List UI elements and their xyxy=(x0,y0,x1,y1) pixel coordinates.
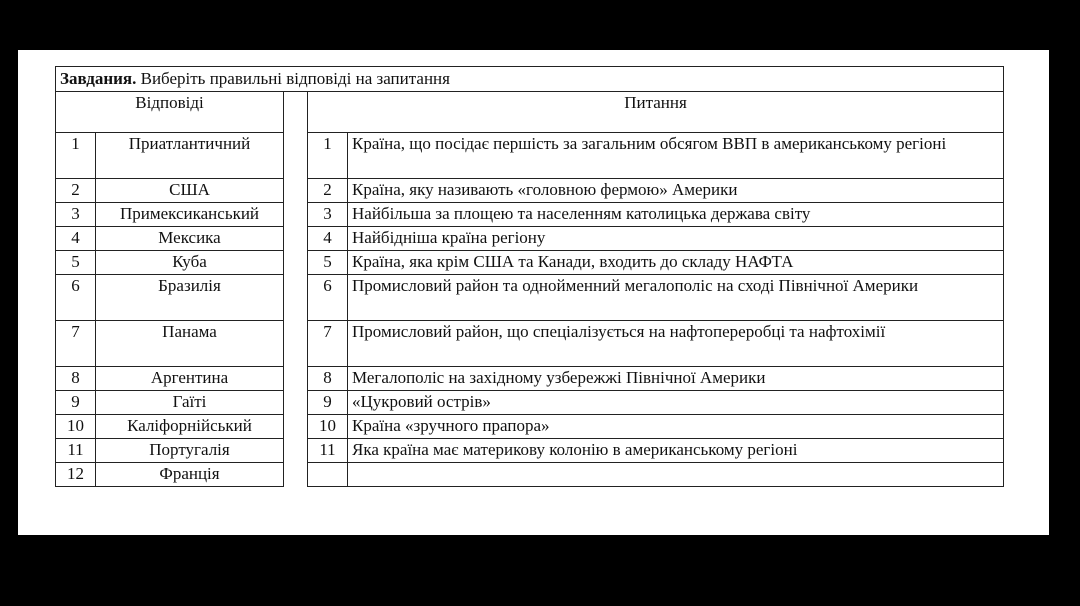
gap-cell xyxy=(284,463,308,487)
answer-number: 8 xyxy=(56,367,96,391)
question-text: «Цукровий острів» xyxy=(348,391,1004,415)
table-row xyxy=(56,321,1004,367)
gap-cell xyxy=(284,92,308,133)
quiz-table xyxy=(55,66,1004,487)
task-row xyxy=(56,67,1004,92)
question-text: Найбідніша країна регіону xyxy=(348,227,1004,251)
table-row xyxy=(56,203,1004,227)
gap-cell xyxy=(284,415,308,439)
gap-cell xyxy=(284,321,308,367)
answer-number: 7 xyxy=(56,321,96,367)
answer-text: США xyxy=(96,179,284,203)
gap-cell xyxy=(284,133,308,179)
answer-text: Аргентина xyxy=(96,367,284,391)
answer-text: Франція xyxy=(96,463,284,487)
answer-text: Панама xyxy=(96,321,284,367)
gap-cell xyxy=(284,439,308,463)
table-row xyxy=(56,367,1004,391)
answer-number: 2 xyxy=(56,179,96,203)
table-row xyxy=(56,463,1004,487)
header-row xyxy=(56,92,1004,133)
answer-number: 11 xyxy=(56,439,96,463)
answer-number: 9 xyxy=(56,391,96,415)
question-text: Країна, яка крім США та Канади, входить до складу НАФТА xyxy=(348,251,1004,275)
task-text: Виберіть правильні відповіді на запитання xyxy=(140,69,450,88)
question-number xyxy=(308,463,348,487)
gap-cell xyxy=(284,251,308,275)
question-text: Промисловий район та однойменний мегалополіс на сході Північної Америки xyxy=(348,275,1004,321)
question-number: 7 xyxy=(308,321,348,367)
answer-number: 12 xyxy=(56,463,96,487)
answer-number: 6 xyxy=(56,275,96,321)
answer-number: 1 xyxy=(56,133,96,179)
table-row xyxy=(56,275,1004,321)
question-number: 6 xyxy=(308,275,348,321)
question-number: 11 xyxy=(308,439,348,463)
gap-cell xyxy=(284,179,308,203)
answer-number: 4 xyxy=(56,227,96,251)
task-label: Завдания. xyxy=(60,69,137,88)
table-row xyxy=(56,133,1004,179)
question-text: Країна, яку називають «головною фермою» Америки xyxy=(348,179,1004,203)
table-row xyxy=(56,439,1004,463)
answer-text: Куба xyxy=(96,251,284,275)
gap-cell xyxy=(284,227,308,251)
question-text: Промисловий район, що спеціалізується на нафтопереробці та нафтохімії xyxy=(348,321,1004,367)
gap-cell xyxy=(284,367,308,391)
answers-header: Відповіді xyxy=(56,92,284,133)
gap-cell xyxy=(284,275,308,321)
question-number: 4 xyxy=(308,227,348,251)
answer-text: Приатлантичний xyxy=(96,133,284,179)
table-row xyxy=(56,227,1004,251)
question-number: 3 xyxy=(308,203,348,227)
question-number: 5 xyxy=(308,251,348,275)
document-page xyxy=(18,50,1049,535)
table-body xyxy=(56,133,1004,487)
question-number: 9 xyxy=(308,391,348,415)
question-number: 10 xyxy=(308,415,348,439)
gap-cell xyxy=(284,391,308,415)
table-row xyxy=(56,415,1004,439)
answer-number: 10 xyxy=(56,415,96,439)
question-number: 1 xyxy=(308,133,348,179)
answer-number: 3 xyxy=(56,203,96,227)
question-text: Країна «зручного прапора» xyxy=(348,415,1004,439)
gap-cell xyxy=(284,203,308,227)
answer-number: 5 xyxy=(56,251,96,275)
question-text: Мегалополіс на західному узбережжі Північної Америки xyxy=(348,367,1004,391)
task-cell xyxy=(56,67,1004,92)
question-number: 2 xyxy=(308,179,348,203)
question-text: Найбільша за площею та населенням католицька держава світу xyxy=(348,203,1004,227)
table-row xyxy=(56,179,1004,203)
question-text xyxy=(348,463,1004,487)
question-number: 8 xyxy=(308,367,348,391)
question-text: Країна, що посідає першість за загальним обсягом ВВП в американському регіоні xyxy=(348,133,1004,179)
answer-text: Гаїті xyxy=(96,391,284,415)
table-row xyxy=(56,391,1004,415)
questions-header: Питання xyxy=(308,92,1004,133)
question-text: Яка країна має материкову колонію в американському регіоні xyxy=(348,439,1004,463)
answer-text: Примексиканський xyxy=(96,203,284,227)
answer-text: Португалія xyxy=(96,439,284,463)
answer-text: Каліфорнійський xyxy=(96,415,284,439)
answer-text: Бразилія xyxy=(96,275,284,321)
table-row xyxy=(56,251,1004,275)
answer-text: Мексика xyxy=(96,227,284,251)
